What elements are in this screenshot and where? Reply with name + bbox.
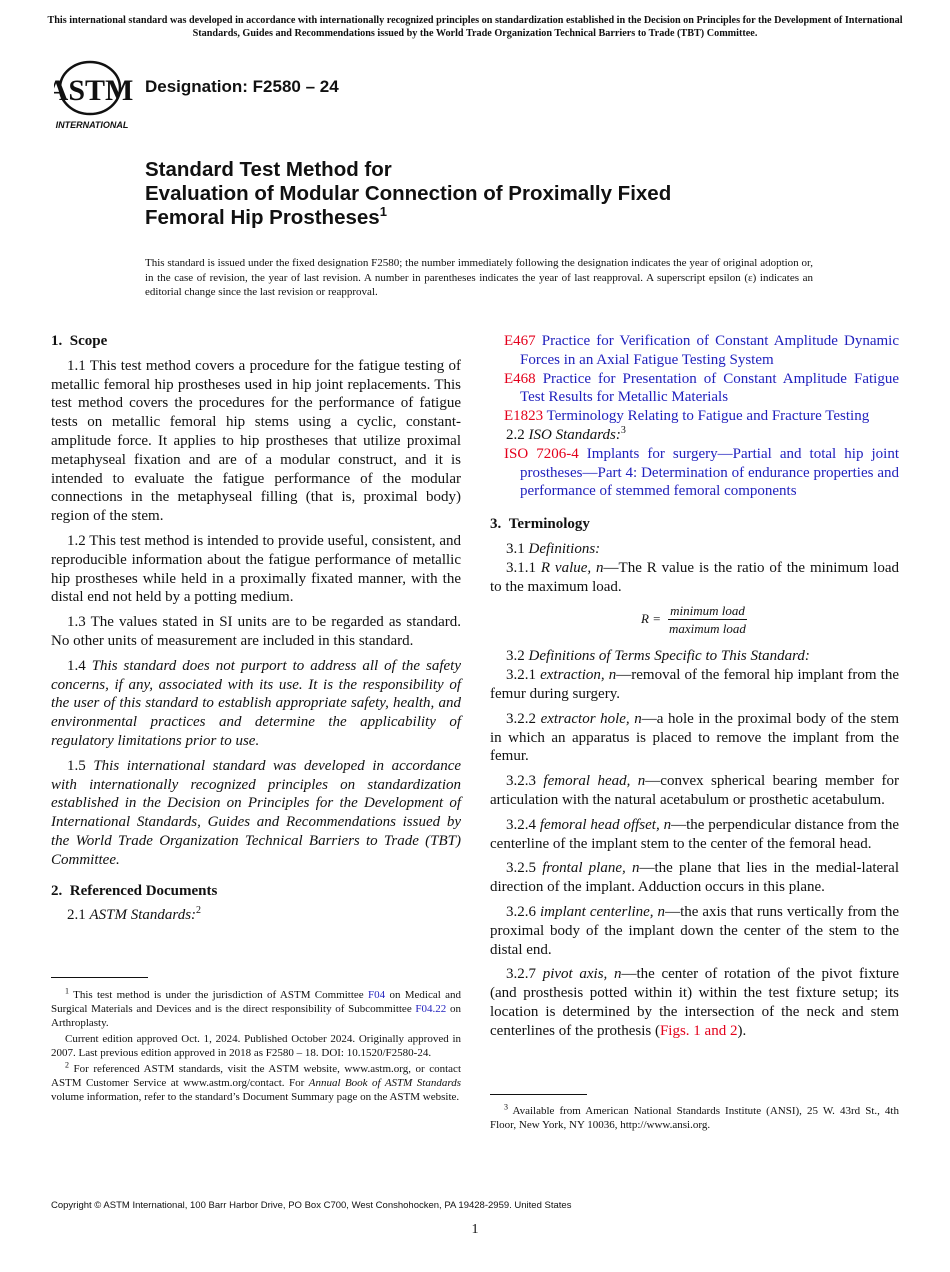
footnote-3: $^3$ Available from American National Standards Institute (ANSI), 25 W. 43rd St., 4th Floor, New York, NY 10036, http://www.ansi.org. xyxy=(490,1102,899,1131)
link-figs-1-and-2[interactable]: Figs. 1 and 2 xyxy=(659,1022,738,1039)
section-heading-scope: 1. Scope xyxy=(51,333,108,349)
reference-e467 xyxy=(490,332,899,370)
paragraph-1-2: 1.2 This test method is intended to provide useful, consistent, and reproducible information about the fatigue performance of metallic hip prostheses while held in a proximally fixated manner, with the distal end not held by a potting medium. xyxy=(51,532,461,606)
definition-3-2-5: 3.2.5 frontal plane, n—the plane that lies in the medial-lateral direction of the implant. Adduction occurs in this plane. xyxy=(490,860,900,896)
definition-3-2-3: 3.2.3 femoral head, n—convex spherical bearing member for articulation with the natural acetabulum or prosthetic acetabulum. xyxy=(490,773,899,808)
section-heading-referenced-documents: 2. Referenced Documents xyxy=(51,882,218,899)
reference-iso-7206-4 xyxy=(490,445,899,501)
section-heading-terminology: 3. Terminology xyxy=(490,516,590,533)
left-column xyxy=(51,332,461,931)
paragraph-1-3: 1.3 The values stated in SI units are to be regarded as standard. No other units of measurement are included in this standard. xyxy=(51,614,461,649)
r-value-formula xyxy=(490,602,899,637)
paragraph-1-4: 1.4 This standard does not purport to address all of the safety concerns, if any, associated with its use. It is the responsibility of the user of this standard to establish appropriate safety, health, and environmental practices and determine the applicability of regulatory limitations prior to use. xyxy=(51,657,462,749)
paragraph-3-1: 3.1 Definitions: xyxy=(506,540,601,557)
footnotes-left xyxy=(51,988,461,1106)
paragraph-3-2: 3.2 Definitions of Terms Specific to This Standard: xyxy=(506,648,810,665)
title-line-2: Evaluation of Modular Connection of Proximally Fixed xyxy=(145,182,672,205)
ref-code[interactable]: ISO 7206-4 xyxy=(504,445,579,462)
paragraph-3-1-1: 3.1.1 R value, n—The R value is the ratio of the minimum load to the maximum load. xyxy=(490,559,900,595)
title-footnote-mark[interactable]: 1 xyxy=(379,204,387,220)
paragraph-1-5: 1.5 This international standard was developed in accordance with internationally recognized principles on standardization established in the Decision on Principles for the Development of International Standards, Guides and Recommendations issued by the World Trade Organization Technical Barriers to Trade (TBT) Committee. xyxy=(51,757,462,868)
footnote-rule-left xyxy=(51,977,148,978)
paragraph-2-2: 2.2 ISO Standards:$^3$ xyxy=(506,424,626,443)
ref-title[interactable]: Implants for surgery—Partial and total hip joint prostheses—Part 4: Determination of endurance properties and performance of stemmed femoral components xyxy=(520,445,900,500)
page-number: 1 xyxy=(471,1222,479,1237)
formula-numerator: minimum load xyxy=(670,603,745,619)
right-column xyxy=(490,332,899,1047)
ref-code[interactable]: E468 xyxy=(504,370,536,387)
reference-e1823 xyxy=(490,407,899,426)
ref-title[interactable]: Practice for Verification of Constant Amplitude Dynamic Forces in an Axial Fatigue Testing System xyxy=(520,333,899,368)
reference-e468 xyxy=(490,370,899,408)
issuance-note: This standard is issued under the fixed designation F2580; the number immediately following the designation indicates the year of original adoption or, in the case of revision, the year of last revision. A number in parentheses indicates the year of last reapproval. A superscript epsilon (ε) indicates an editorial change since the last revision or reapproval. xyxy=(145,257,813,298)
ref-code[interactable]: E467 xyxy=(504,333,536,349)
title-line-3: Femoral Hip Prostheses$^1$ xyxy=(145,204,387,229)
svg-text:INTERNATIONAL: INTERNATIONAL xyxy=(55,120,129,130)
definition-3-2-6: 3.2.6 implant centerline, n—the axis that runs vertically from the proximal body of the implant down the center of the stem to the distal end. xyxy=(490,903,899,958)
paragraph-2-1: 2.1 ASTM Standards:$^2$ xyxy=(67,905,202,924)
formula-denominator: maximum load xyxy=(669,621,746,637)
footnotes-right xyxy=(490,1104,899,1134)
astm-logo-icon xyxy=(54,56,134,132)
definition-3-2-1: 3.2.1 extraction, n—removal of the femoral hip implant from the femur during surgery. xyxy=(490,667,899,702)
footnote-1: $^1$ This test method is under the jurisdiction of ASTM Committee F04 on Medical and Surgical Materials and Devices and is the direct responsibility of Subcommittee F04.22 on Arthroplasty. xyxy=(51,986,462,1029)
link-f04[interactable]: F04 xyxy=(368,989,386,1001)
standard-notice: This international standard was developed in accordance with internationally recognized principles on standardization established in the Decision on Principles for the Development of International Standards, Guides and Recommendations issued by the World Trade Organization Technical Barriers to Trade (TBT) Committee. xyxy=(47,15,903,39)
designation: Designation: F2580 – 24 xyxy=(145,77,339,96)
definition-3-2-4: 3.2.4 femoral head offset, n—the perpendicular distance from the centerline of the implant stem to the center of the femoral head. xyxy=(490,816,899,852)
ref-title[interactable]: Terminology Relating to Fatigue and Fracture Testing xyxy=(546,408,870,425)
svg-text:ASTM: ASTM xyxy=(54,74,134,107)
footnote-2: $^2$ For referenced ASTM standards, visit the ASTM website, www.astm.org, or contact ASTM Customer Service at www.astm.org/contact. For Annual Book of ASTM Standards volume information, refer to the standard’s Document Summary page on the ASTM website. xyxy=(51,1060,461,1103)
paragraph-1-1: 1.1 This test method covers a procedure for the fatigue testing of metallic femoral hip prostheses used in hip joint replacements. This test method covers the procedures for the performance of fatigue tests on metallic femoral hip stems using a cyclic, constant-amplitude force. It applies to hip prostheses that utilize proximal metaphyseal fixation and are of a modular construct, and it is intended to evaluate the fatigue performance of the modular connections in the metaphyseal filling (that is, proximal body) region of the stem. xyxy=(51,357,461,525)
formula-fraction xyxy=(667,602,748,637)
footnote-rule-right xyxy=(490,1094,587,1095)
copyright: Copyright © ASTM International, 100 Barr Harbor Drive, PO Box C700, West Conshohocken, PA 19428-2959. United States xyxy=(51,1200,572,1211)
link-f04-22[interactable]: F04.22 xyxy=(415,1003,447,1015)
formula-lhs: R = xyxy=(641,611,662,627)
ref-title[interactable]: Practice for Presentation of Constant Amplitude Fatigue Test Results for Metallic Materials xyxy=(520,370,899,406)
definition-3-2-2: 3.2.2 extractor hole, n—a hole in the proximal body of the stem in which an apparatus is placed to remove the implant from the femur. xyxy=(490,710,900,765)
title-line-1: Standard Test Method for xyxy=(145,158,392,181)
document-title xyxy=(145,158,671,230)
definition-3-2-7: 3.2.7 pivot axis, n—the center of rotation of the pivot fixture (and prosthesis potted within it) within the test fixture setup; its location is determined by the intersection of the neck and stem centerlines of the prothesis (Figs. 1 and 2). xyxy=(490,966,900,1039)
ref-code[interactable]: E1823 xyxy=(504,408,544,425)
footnote-1-edition: Current edition approved Oct. 1, 2024. Published October 2024. Originally approved in 2007. Last previous edition approved in 2018 as F2580 – 18. DOI: 10.1520/F2580-24. xyxy=(51,1033,461,1059)
astm-logo xyxy=(54,56,134,132)
